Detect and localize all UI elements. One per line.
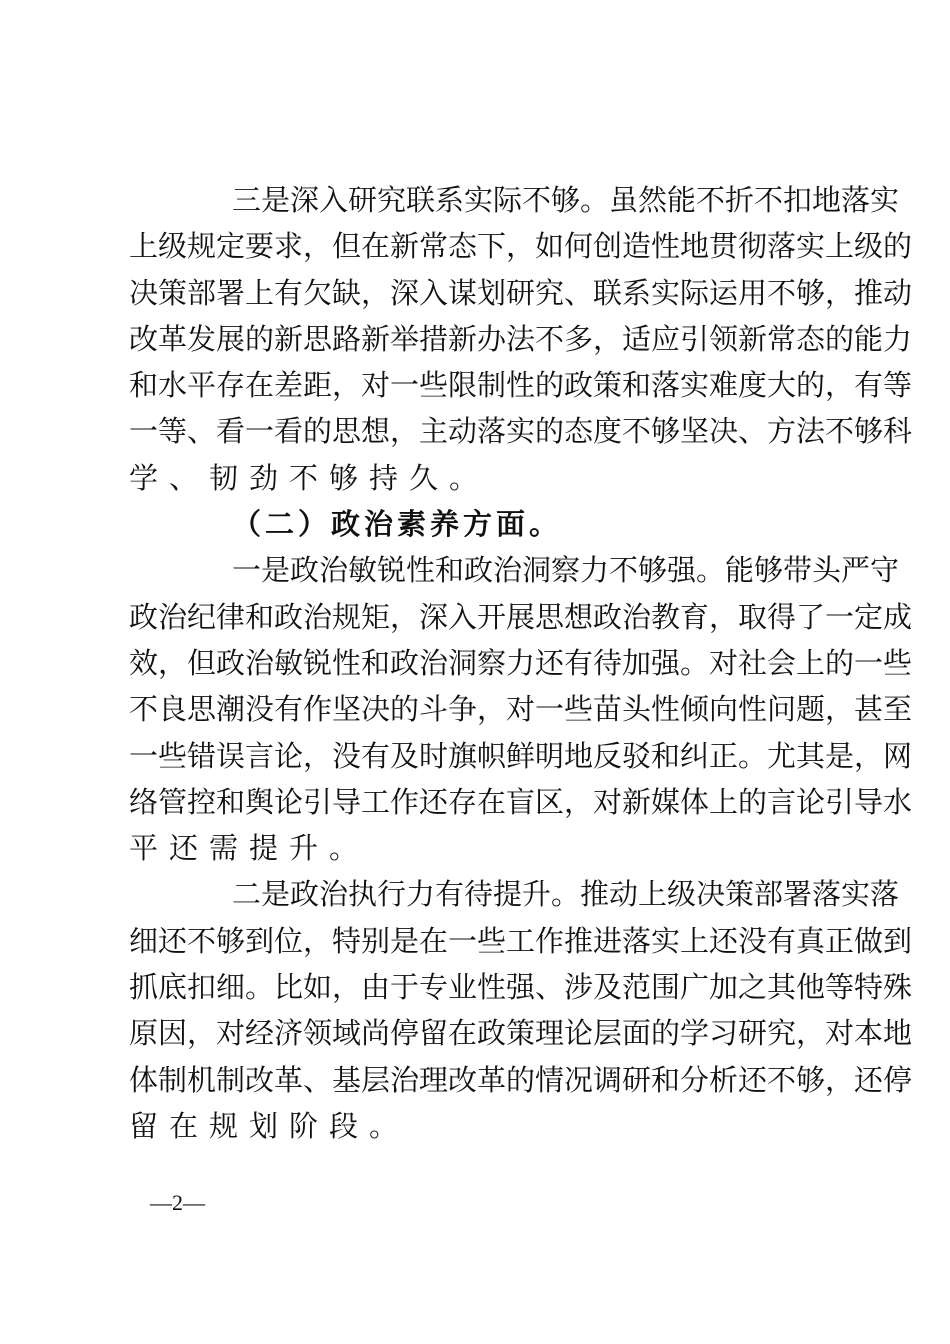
text-line: 原因，对经济领域尚停留在政策理论层面的学习研究，对本地 <box>129 1016 913 1051</box>
text-line: 一等、看一看的思想，主动落实的态度不够坚决、方法不够科 <box>129 414 913 449</box>
text-line: 一是政治敏锐性和政治洞察力不够强。能够带头严守 <box>232 553 900 588</box>
text-line: 政治纪律和政治规矩，深入开展思想政治教育，取得了一定成 <box>129 599 913 634</box>
document-body <box>129 177 913 1149</box>
paragraph-2 <box>129 547 913 871</box>
paragraph-3 <box>129 871 913 1149</box>
page-number: —2— <box>150 1190 205 1215</box>
text-line: 决策部署上有欠缺，深入谋划研究、联系实际运用不够，推动 <box>129 275 913 310</box>
text-line: 抓底扣细。比如，由于专业性强、涉及范围广加之其他等特殊 <box>129 970 913 1005</box>
text-line: 体制机制改革、基层治理改革的情况调研和分析还不够，还停 <box>129 1062 913 1097</box>
text-line: 二是政治执行力有待提升。推动上级决策部署落实落 <box>232 877 900 912</box>
text-line: 络管控和舆论引导工作还存在盲区，对新媒体上的言论引导水 <box>129 784 913 819</box>
text-line: 一些错误言论，没有及时旗帜鲜明地反驳和纠正。尤其是，网 <box>129 738 913 773</box>
text-line: 三是深入研究联系实际不够。虽然能不折不扣地落实 <box>232 183 900 217</box>
text-line: 和水平存在差距，对一些限制性的政策和落实难度大的，有等 <box>129 368 913 403</box>
text-line: 平还需提升。 <box>129 831 370 866</box>
section-heading: （二）政治素养方面。 <box>232 507 563 542</box>
text-line: 不良思潮没有作坚决的斗争，对一些苗头性倾向性问题，甚至 <box>129 692 913 727</box>
text-line: 学、韧劲不够持久。 <box>129 460 490 495</box>
paragraph-1 <box>129 177 913 501</box>
text-line: 效，但政治敏锐性和政治洞察力还有待加强。对社会上的一些 <box>129 645 913 680</box>
text-line: 改革发展的新思路新举措新办法不多，适应引领新常态的能力 <box>129 321 913 356</box>
text-line: 细还不够到位，特别是在一些工作推进落实上还没有真正做到 <box>129 923 913 958</box>
text-line: 留在规划阶段。 <box>129 1108 410 1143</box>
text-line: 上级规定要求，但在新常态下，如何创造性地贯彻落实上级的 <box>129 229 913 264</box>
